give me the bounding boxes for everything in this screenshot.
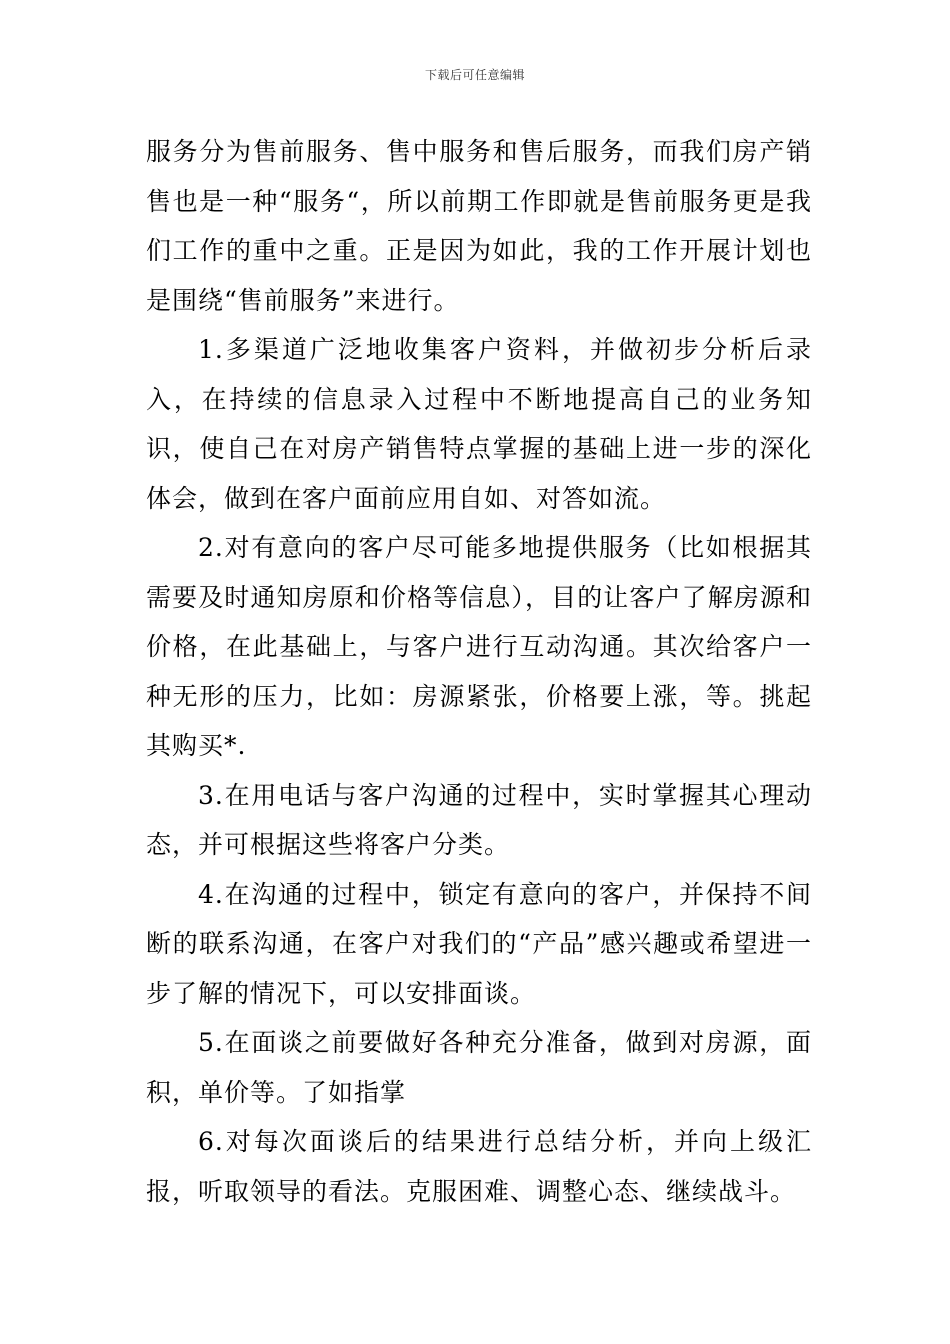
list-item-2: 2.对有意向的客户尽可能多地提供服务（比如根据其需要及时通知房原和价格等信息），目的让客户了解房源和价格，在此基础上，与客户进行互动沟通。其次给客户一种无形的压力，比如：房源紧张，价格要上涨，等。挑起其购买*.: [146, 533, 812, 760]
list-item-4: 4.在沟通的过程中，锁定有意向的客户，并保持不间断的联系沟通，在客户对我们的“产品”感兴趣或希望进一步了解的情况下，可以安排面谈。: [146, 879, 812, 1008]
list-item-1: 1.多渠道广泛地收集客户资料，并做初步分析后录入，在持续的信息录入过程中不断地提高自己的业务知识，使自己在对房产销售特点掌握的基础上进一步的深化体会，做到在客户面前应用自如、对答如流。: [146, 335, 812, 513]
list-item-6: 6.对每次面谈后的结果进行总结分析，并向上级汇报，听取领导的看法。克服困难、调整心态、继续战斗。: [146, 1127, 812, 1206]
list-item-3: 3.在用电话与客户沟通的过程中，实时掌握其心理动态，并可根据这些将客户分类。: [146, 780, 812, 859]
list-item-5: 5.在面谈之前要做好各种充分准备，做到对房源，面积，单价等。了如指掌: [146, 1028, 812, 1107]
document-body: [146, 127, 812, 1216]
intro-paragraph: 服务分为售前服务、售中服务和售后服务，而我们房产销售也是一种“服务“，所以前期工作即就是售前服务更是我们工作的重中之重。正是因为如此，我的工作开展计划也是围绕“售前服务”来进行。: [146, 137, 812, 315]
page-header: 下载后可任意编辑: [424, 68, 525, 82]
